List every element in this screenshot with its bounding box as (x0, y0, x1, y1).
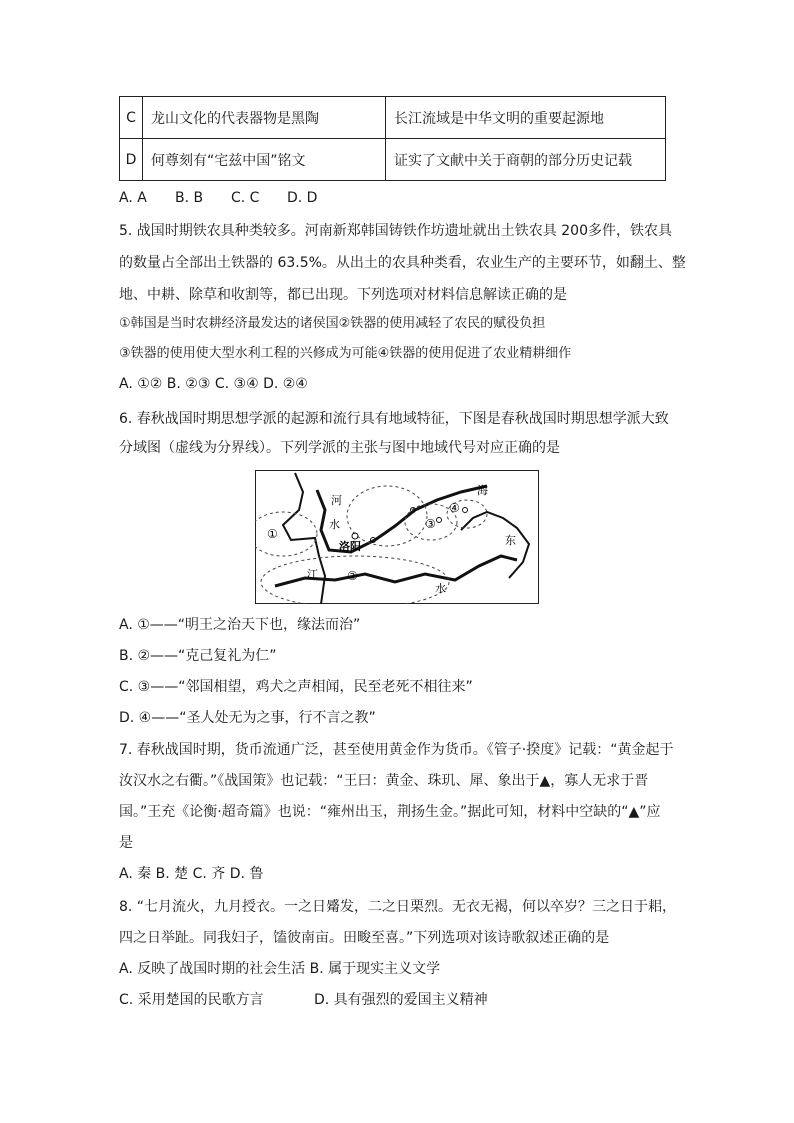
q5-statement: ③铁器的使用使大型水利工程的兴修成为可能④铁器的使用促进了农业精耕细作 (119, 346, 572, 361)
sea-label-dong: 东 (505, 534, 516, 547)
river-label-he: 河 (331, 494, 342, 507)
table-cell-letter: D (120, 139, 143, 181)
sea-label-hai: 海 (477, 484, 488, 497)
q6-stem: 6. 春秋战国时期思想学派的起源和流行具有地域特征，下图是春秋战国时期思想学派大致 (119, 411, 669, 427)
q8-options-ab: A. 反映了战国时期的社会生活 B. 属于现实主义文学 (119, 961, 441, 977)
q6-stem: 分域图（虚线为分界线）。下列学派的主张与图中地域代号对应正确的是 (119, 440, 560, 456)
table-cell: 何尊刻有“宅兹中国”铭文 (143, 139, 386, 181)
q7-stem: 国。”王充《论衡·超奇篇》也说：“雍州出玉，荆扬生金。”据此可知，材料中空缺的“▲”应 (119, 804, 661, 820)
q4-options (119, 188, 317, 208)
schools-map (255, 470, 539, 604)
q8-option-c: C. 采用楚国的民歌方言 (119, 992, 264, 1008)
table-cell: 龙山文化的代表器物是黑陶 (143, 97, 386, 139)
q6-option-c: C. ③——“邻国相望，鸡犬之声相闻，民至老死不相往来” (119, 679, 473, 695)
region-label-4: ④ (449, 501, 460, 515)
table-cell-letter: C (120, 97, 143, 139)
q8-stem: 8. “七月流火，九月授衣。一之日觱发，二之日栗烈。无衣无褐，何以卒岁？三之日于耜， (119, 899, 677, 915)
city-label-luoyang: 洛阳 (339, 540, 361, 553)
region-label-3: ③ (425, 517, 436, 531)
q7-stem: 是 (119, 835, 133, 851)
q6-option-b: B. ②——“克己复礼为仁” (119, 648, 277, 664)
option-a: A. A (119, 190, 147, 206)
q5-options: A. ①② B. ②③ C. ③④ D. ②④ (119, 376, 308, 392)
option-b: B. B (175, 190, 204, 206)
q8-option-d: D. 具有强烈的爱国主义精神 (314, 992, 488, 1008)
option-d: D. D (287, 190, 318, 206)
river-label-jiang: 江 (307, 568, 318, 581)
q6-option-a: A. ①——“明王之治天下也，缘法而治” (119, 617, 361, 633)
q7-options: A. 秦 B. 楚 C. 齐 D. 鲁 (119, 866, 264, 882)
q5-stem: 地、中耕、除草和收割等，都已出现。下列选项对材料信息解读正确的是 (119, 287, 567, 303)
q8-stem: 四之日举趾。同我妇子，馌彼南亩。田畯至喜。”下列选项对该诗歌叙述正确的是 (119, 930, 610, 946)
table-row (120, 97, 666, 139)
region-label-1: ① (267, 527, 278, 541)
option-c: C. C (231, 190, 260, 206)
river-label-shui: 水 (329, 518, 340, 531)
q7-stem: 汝汉水之右衢。”《战国策》也记载：“王曰：黄金、珠玑、犀、象出于▲，寡人无求于晋 (119, 773, 649, 789)
q6-option-d: D. ④——“圣人处无为之事，行不言之教” (119, 710, 376, 726)
q7-stem: 7. 春秋战国时期，货币流通广泛，甚至使用黄金作为货币。《管子·揆度》记载：“黄金起于 (119, 742, 674, 758)
q5-stem: 5. 战国时期铁农具种类较多。河南新郑韩国铸铁作坊遗址就出土铁农具 200多件，铁农具 (119, 223, 672, 239)
q5-stem: 的数量占全部出土铁器的 63.5%。从出土的农具种类看，农业生产的主要环节，如翻土、整 (119, 255, 686, 271)
river-label-shui2: 水 (435, 582, 446, 595)
table-row (120, 139, 666, 181)
table-cell: 长江流域是中华文明的重要起源地 (386, 97, 666, 139)
region-label-2: ② (347, 569, 358, 583)
options-table (119, 96, 666, 181)
table-cell: 证实了文献中关于商朝的部分历史记载 (386, 139, 666, 181)
q5-statement: ①韩国是当时农耕经济最发达的诸侯国②铁器的使用减轻了农民的赋役负担 (119, 316, 546, 331)
